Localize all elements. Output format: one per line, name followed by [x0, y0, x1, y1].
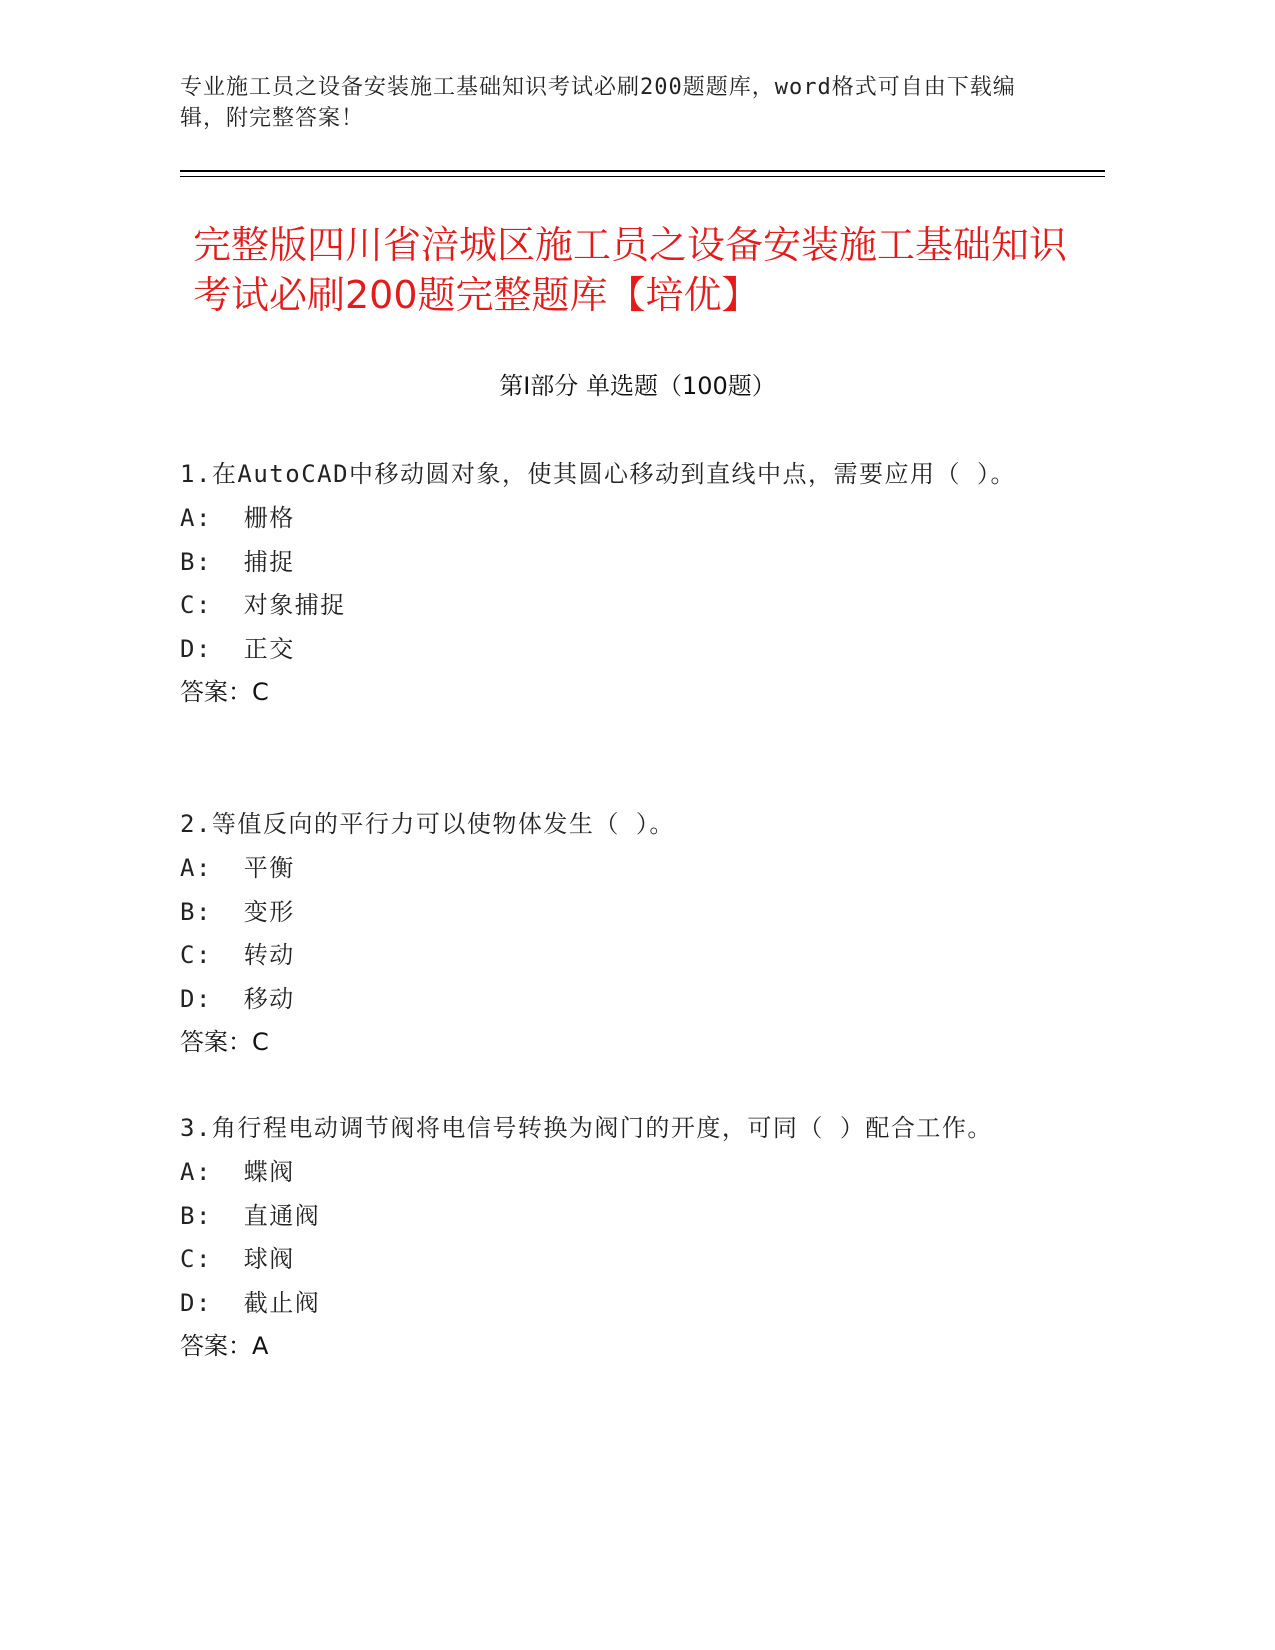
header-rule-thin: [180, 176, 1105, 177]
question-2: [180, 802, 1040, 1065]
option-d: D: 截止阀: [180, 1288, 321, 1317]
document-title: 完整版四川省涪城区施工员之设备安装施工基础知识考试必刷200题完整题库【培优】: [193, 223, 1068, 317]
option-b: B: 变形: [180, 897, 295, 926]
question-stem: 3.角行程电动调节阀将电信号转换为阀门的开度，可同（ ）配合工作。: [180, 1114, 993, 1142]
question-1: [180, 452, 1040, 715]
option-a: A: 平衡: [180, 854, 295, 882]
question-3: [180, 1106, 1040, 1369]
option-a: A: 蝶阀: [180, 1158, 295, 1186]
option-c: C: 对象捕捉: [180, 591, 346, 619]
option-c: C: 球阀: [180, 1245, 295, 1273]
option-d: D: 正交: [180, 634, 295, 663]
header-rule-thick: [180, 170, 1105, 172]
question-stem: 2.等值反向的平行力可以使物体发生（ ）。: [180, 810, 675, 838]
option-b: B: 捕捉: [180, 547, 295, 576]
header-note: 专业施工员之设备安装施工基础知识考试必刷200题题库，word格式可自由下载编辑，附完整答案！: [180, 75, 1016, 131]
answer: 答案：C: [180, 678, 269, 706]
question-stem: 1.在AutoCAD中移动圆对象，使其圆心移动到直线中点，需要应用（ ）。: [180, 460, 1016, 488]
answer: 答案：A: [180, 1332, 269, 1360]
option-c: C: 转动: [180, 941, 295, 969]
option-d: D: 移动: [180, 984, 295, 1013]
option-b: B: 直通阀: [180, 1201, 321, 1230]
section-title: 第Ⅰ部分 单选题（100题）: [499, 372, 776, 400]
answer: 答案：C: [180, 1028, 269, 1056]
option-a: A: 栅格: [180, 504, 295, 532]
